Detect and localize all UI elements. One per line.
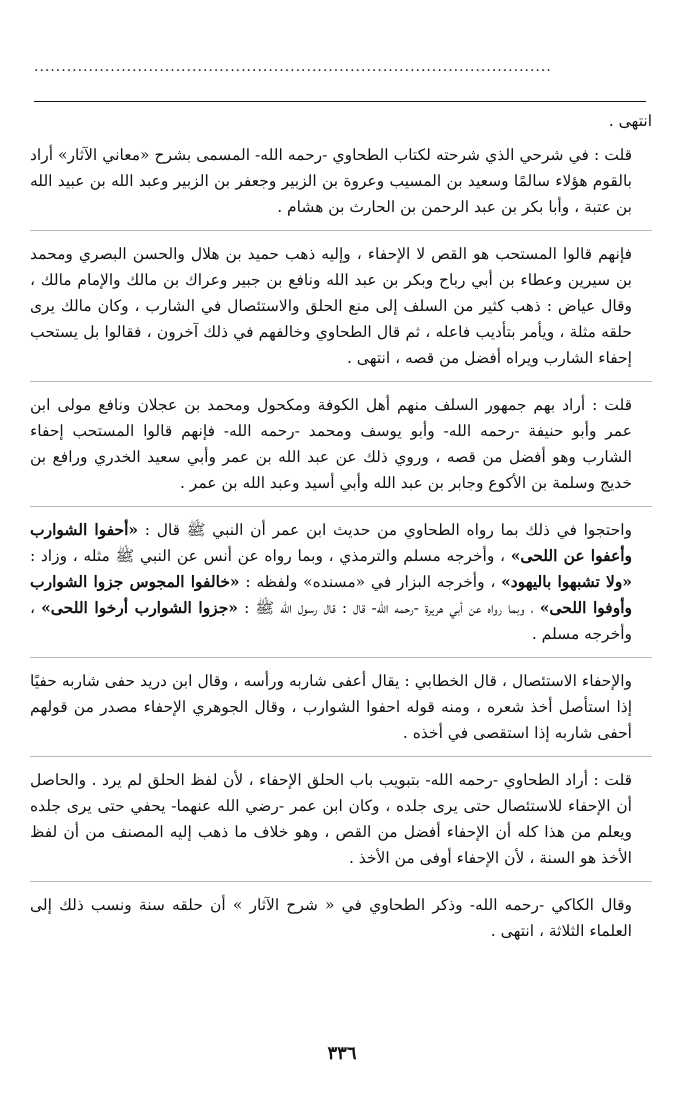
paragraph-intro: انتهى . xyxy=(608,112,652,130)
paragraph-7: وقال الكاكي -رحمه الله- وذكر الطحاوي في « شرح الآثار » أن حلقه سنة ونسب ذلك إلى العلماء الثلاثة ، انتهى . xyxy=(30,896,632,940)
hadith-quote-3: «خالفوا المجوس جزوا الشوارب وأوفوا اللحى» xyxy=(30,572,632,617)
paragraph-2: فإنهم قالوا المستحب هو القص لا الإحفاء ، وإليه ذهب حميد بن هلال والحسن البصري ومحمد بن سيرين وعطاء بن أبي رباح وبكر بن عبد الله ونافع بن جبير وعراك بن مالك والإمام مالك ، وقال عياض : ذهب كثير من السلف إلى منع الحلق والاستئصال في الشارب ، وكان مالك يرى حلقه مثلة ، ويأمر بتأديب فاعله ، ثم قال الطحاوي وخالفهم في ذلك آخرون ، فقالوا بل يستحب إحفاء الشارب ويراه أفضل من قصه ، انتهى . xyxy=(30,241,652,382)
hadith-quote-4: «جزوا الشوارب أرخوا اللحى» xyxy=(41,598,238,617)
paragraph-5: والإحفاء الاستئصال ، قال الخطابي : يقال أعفى شاربه ورأسه ، وقال ابن دريد حفى شاربه حفيًا إذا استأصل أخذ شعره ، ومنه قوله احفوا الشوارب ، وقال الجوهري الإحفاء مصدر من قولهم أحفى شاربه إذا استقصى في أخذه . xyxy=(30,668,652,757)
paragraph-4-text-d: ، وبما رواه عن أبي هريرة -رحمه الله- قال : قال رسول الله ﷺ : xyxy=(238,599,540,617)
paragraph-3: قلت : أراد بهم جمهور السلف منهم أهل الكوفة ومكحول ومحمد بن عجلان ونافع مولى ابن عمر وأبو حنيفة -رحمه الله- وأبو يوسف ومحمد -رحمه الله- فإنهم قالوا المستحب إحفاء الشارب وهو أفضل من قصه ، وروي ذلك عن عبد الله بن عمر وأبي سعيد الخدري ورافع بن خديج وسلمة بن الأكوع وجابر بن عبد الله وأبي أسيد وعبد الله بن عمر . xyxy=(30,392,652,507)
page-number: ٣٣٦ xyxy=(327,1043,357,1064)
header-rule xyxy=(34,101,646,102)
paragraph-4-text-b: ، وأخرجه مسلم والترمذي ، وبما رواه عن أنس عن النبي ﷺ مثله ، وزاد : xyxy=(30,547,511,565)
hadith-quote-2: «ولا تشبهوا باليهود» xyxy=(501,572,632,591)
paragraph-4-text-c: ، وأخرجه البزار في «مسنده» ولفظه : xyxy=(239,573,502,591)
paragraph-4-text-e: ، وأخرجه مسلم . xyxy=(30,599,632,643)
paragraph-4 xyxy=(30,517,652,658)
paragraph-4-text-a: واحتجوا في ذلك بما رواه الطحاوي من حديث ابن عمر أن النبي ﷺ قال : xyxy=(138,521,632,539)
paragraph-6: قلت : أراد الطحاوي -رحمه الله- بتبويب باب الحلق الإحفاء ، لأن لفظ الحلق لم يرد . والحاصل أن الإحفاء للاستئصال حتى يرى جلده ، وكان ابن عمر -رضي الله عنهما- يحفي حتى يرى جلده ويعلم من هذا كله أن الإحفاء أفضل من القص ، وهو خلاف ما ذهب إليه المصنف من أن لفظ الأخذ هو السنة ، لأن الإحفاء أوفى من الأخذ . xyxy=(30,767,652,882)
header-dotted-line: ............................................................................................... xyxy=(34,60,552,74)
hadith-quote-1: «أحفوا الشوارب وأعفوا عن اللحى» xyxy=(30,520,632,565)
page-body xyxy=(30,108,652,964)
paragraph-1: قلت : في شرحي الذي شرحته لكتاب الطحاوي -رحمه الله- المسمى بشرح «معاني الآثار» أراد بالقوم هؤلاء سالمًا وسعيد بن المسيب وعروة بن الزبير وجعفر بن الزبير وعبد الله بن عبيد الله بن عتبة ، وأبا بكر بن عبد الرحمن بن الحارث بن هشام . xyxy=(30,142,652,231)
